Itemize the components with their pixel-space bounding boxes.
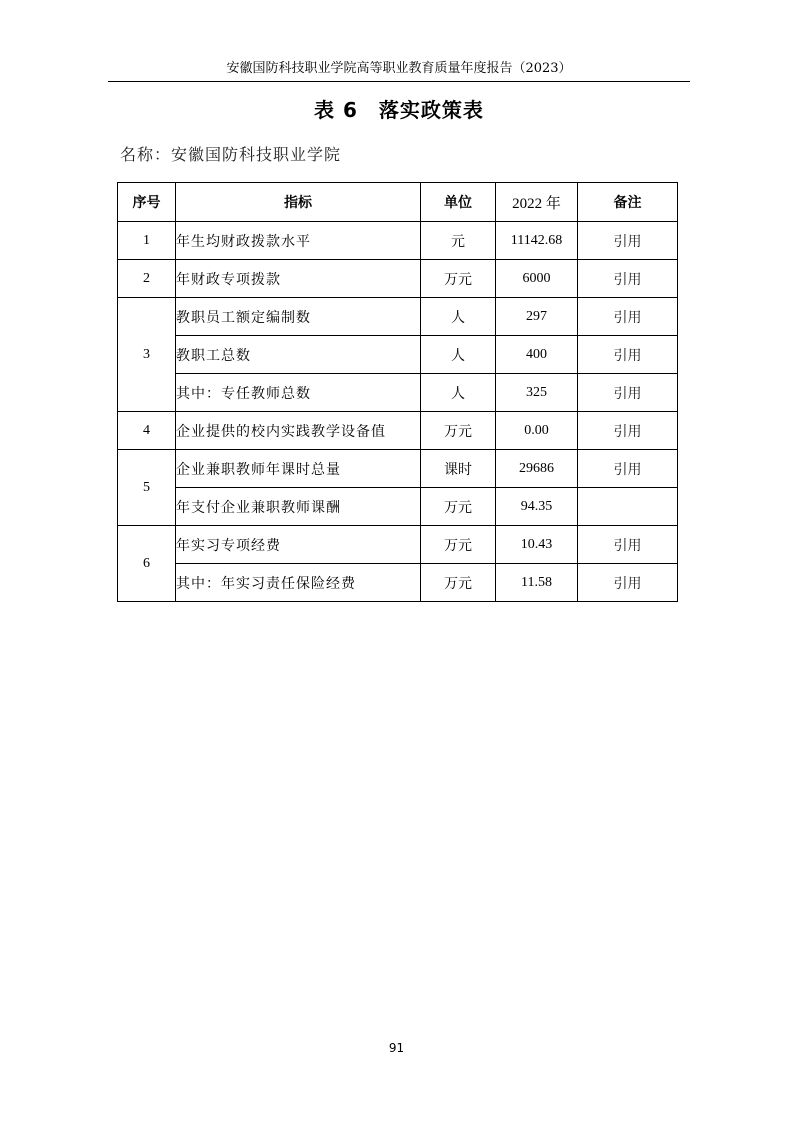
table-row xyxy=(118,412,678,450)
header-indicator: 指标 xyxy=(176,183,421,222)
table-title: 表 6 落实政策表 xyxy=(314,98,484,122)
table-row xyxy=(118,450,678,488)
row-seq: 1 xyxy=(118,222,176,260)
row-remark: 引用 xyxy=(578,336,678,374)
row-seq: 4 xyxy=(118,412,176,450)
row-indicator: 其中：年实习责任保险经费 xyxy=(176,564,421,602)
row-seq: 3 xyxy=(118,298,176,412)
row-seq: 6 xyxy=(118,526,176,602)
row-unit: 课时 xyxy=(421,450,496,488)
table-row xyxy=(118,260,678,298)
table-header-row xyxy=(118,183,678,222)
page-number: 91 xyxy=(388,1041,405,1055)
header-seq: 序号 xyxy=(118,183,176,222)
organization-name: 名称：安徽国防科技职业学院 xyxy=(120,145,342,164)
table-row xyxy=(118,336,678,374)
row-unit: 万元 xyxy=(421,564,496,602)
row-remark: 引用 xyxy=(578,222,678,260)
row-indicator: 年财政专项拨款 xyxy=(176,260,421,298)
header-year: 2022 年 xyxy=(496,183,578,222)
row-remark: 引用 xyxy=(578,412,678,450)
row-value: 297 xyxy=(496,298,578,336)
row-value: 11142.68 xyxy=(496,222,578,260)
row-unit: 人 xyxy=(421,374,496,412)
row-indicator: 年生均财政拨款水平 xyxy=(176,222,421,260)
row-remark: 引用 xyxy=(578,564,678,602)
row-indicator: 教职员工额定编制数 xyxy=(176,298,421,336)
row-unit: 万元 xyxy=(421,260,496,298)
row-indicator: 企业提供的校内实践教学设备值 xyxy=(176,412,421,450)
row-unit: 人 xyxy=(421,336,496,374)
row-seq: 5 xyxy=(118,450,176,526)
table-row xyxy=(118,488,678,526)
row-unit: 万元 xyxy=(421,488,496,526)
row-value: 11.58 xyxy=(496,564,578,602)
header-remark: 备注 xyxy=(578,183,678,222)
header-rule xyxy=(108,81,690,82)
row-remark: 引用 xyxy=(578,298,678,336)
table-row xyxy=(118,374,678,412)
row-remark: 引用 xyxy=(578,450,678,488)
row-remark: 引用 xyxy=(578,260,678,298)
row-unit: 人 xyxy=(421,298,496,336)
table-row xyxy=(118,526,678,564)
row-indicator: 其中：专任教师总数 xyxy=(176,374,421,412)
table-row xyxy=(118,298,678,336)
row-value: 29686 xyxy=(496,450,578,488)
row-value: 94.35 xyxy=(496,488,578,526)
policy-table xyxy=(117,182,678,602)
row-value: 0.00 xyxy=(496,412,578,450)
row-remark: 引用 xyxy=(578,526,678,564)
row-value: 6000 xyxy=(496,260,578,298)
header-unit: 单位 xyxy=(421,183,496,222)
row-indicator: 年支付企业兼职教师课酬 xyxy=(176,488,421,526)
row-remark: 引用 xyxy=(578,374,678,412)
row-indicator: 教职工总数 xyxy=(176,336,421,374)
table-row xyxy=(118,564,678,602)
row-unit: 万元 xyxy=(421,412,496,450)
row-seq: 2 xyxy=(118,260,176,298)
table-row xyxy=(118,222,678,260)
row-indicator: 年实习专项经费 xyxy=(176,526,421,564)
row-remark xyxy=(578,488,678,526)
row-value: 325 xyxy=(496,374,578,412)
row-indicator: 企业兼职教师年课时总量 xyxy=(176,450,421,488)
row-unit: 元 xyxy=(421,222,496,260)
row-unit: 万元 xyxy=(421,526,496,564)
row-value: 400 xyxy=(496,336,578,374)
running-header: 安徽国防科技职业学院高等职业教育质量年度报告（2023） xyxy=(226,61,572,76)
row-value: 10.43 xyxy=(496,526,578,564)
